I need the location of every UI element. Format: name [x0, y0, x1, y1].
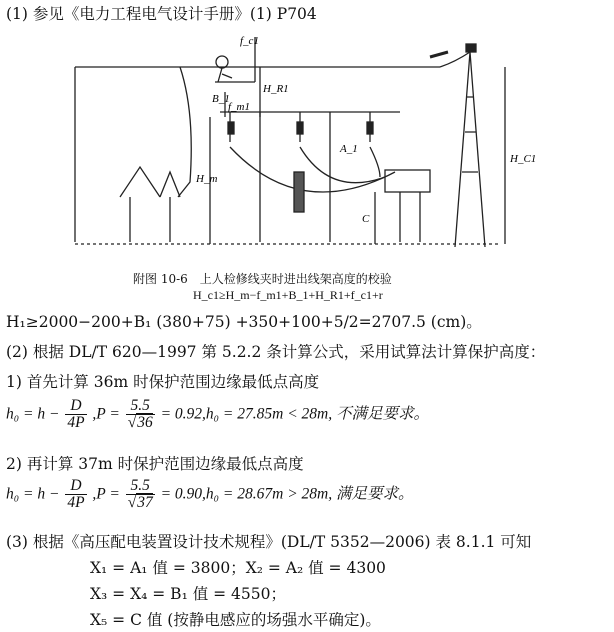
- x3-x4-values: X₃ = X₄ = B₁ 值 = 4550；: [90, 585, 286, 603]
- x5-value: X₅ = C 值 (按静电感应的场强水平确定)。: [90, 611, 381, 629]
- building-outline: [75, 67, 191, 242]
- label-hc1: H_C1: [510, 153, 537, 165]
- reference-line: (1) 参见《电力工程电气设计手册》(1) P704: [6, 5, 317, 23]
- label-b1: B_1: [212, 93, 230, 105]
- figure-formula: H_c1≥H_m−f_m1+B_1+H_R1+f_c1+r: [193, 288, 383, 302]
- label-hm: H_m: [196, 173, 218, 185]
- equation-1: h₀ = h − $\frac{D}{4P}$ ,P = $\frac{5.5}{√36}$ = 0.92,h₀ = 27.85m < 28m, 不满足要求。: [6, 397, 429, 432]
- step-2: 2) 再计算 37m 时保护范围边缘最低点高度: [6, 455, 304, 473]
- equation-2: h₀ = h − $\frac{D}{4P}$ ,P = $\frac{5.5}{√37}$ = 0.90,h₀ = 28.67m > 28m, 满足要求。: [6, 477, 414, 512]
- figure-caption: 附图 10-6 上人检修线夹时进出线架高度的校验: [133, 272, 392, 286]
- label-hr1: H_R1: [263, 83, 289, 95]
- label-c: C: [362, 213, 370, 225]
- x1-x2-values: X₁ = A₁ 值 = 3800；X₂ = A₂ 值 = 4300: [90, 559, 386, 577]
- sag-conductor-3: [370, 147, 380, 177]
- substation-figure: [0, 22, 614, 267]
- label-fm1: f_m1: [228, 101, 250, 113]
- item-3: (3) 根据《高压配电装置设计技术规程》(DL/T 5352—2006) 表 8.1.1 可知: [6, 533, 532, 551]
- sag-conductor-1: [230, 147, 395, 192]
- item-2: (2) 根据 DL/T 620—1997 第 5.2.2 条计算公式，采用试算法计算保护高度：: [6, 343, 546, 361]
- label-fc1: f_c1: [240, 35, 259, 47]
- h1-calculation: H₁≥2000−200+B₁ (380+75) +350+100+5/2=2707.5 (cm)。: [6, 313, 482, 331]
- tower: [455, 52, 485, 247]
- step-1: 1) 首先计算 36m 时保护范围边缘最低点高度: [6, 373, 320, 391]
- v-frame: [120, 167, 180, 242]
- label-a1: A_1: [340, 143, 358, 155]
